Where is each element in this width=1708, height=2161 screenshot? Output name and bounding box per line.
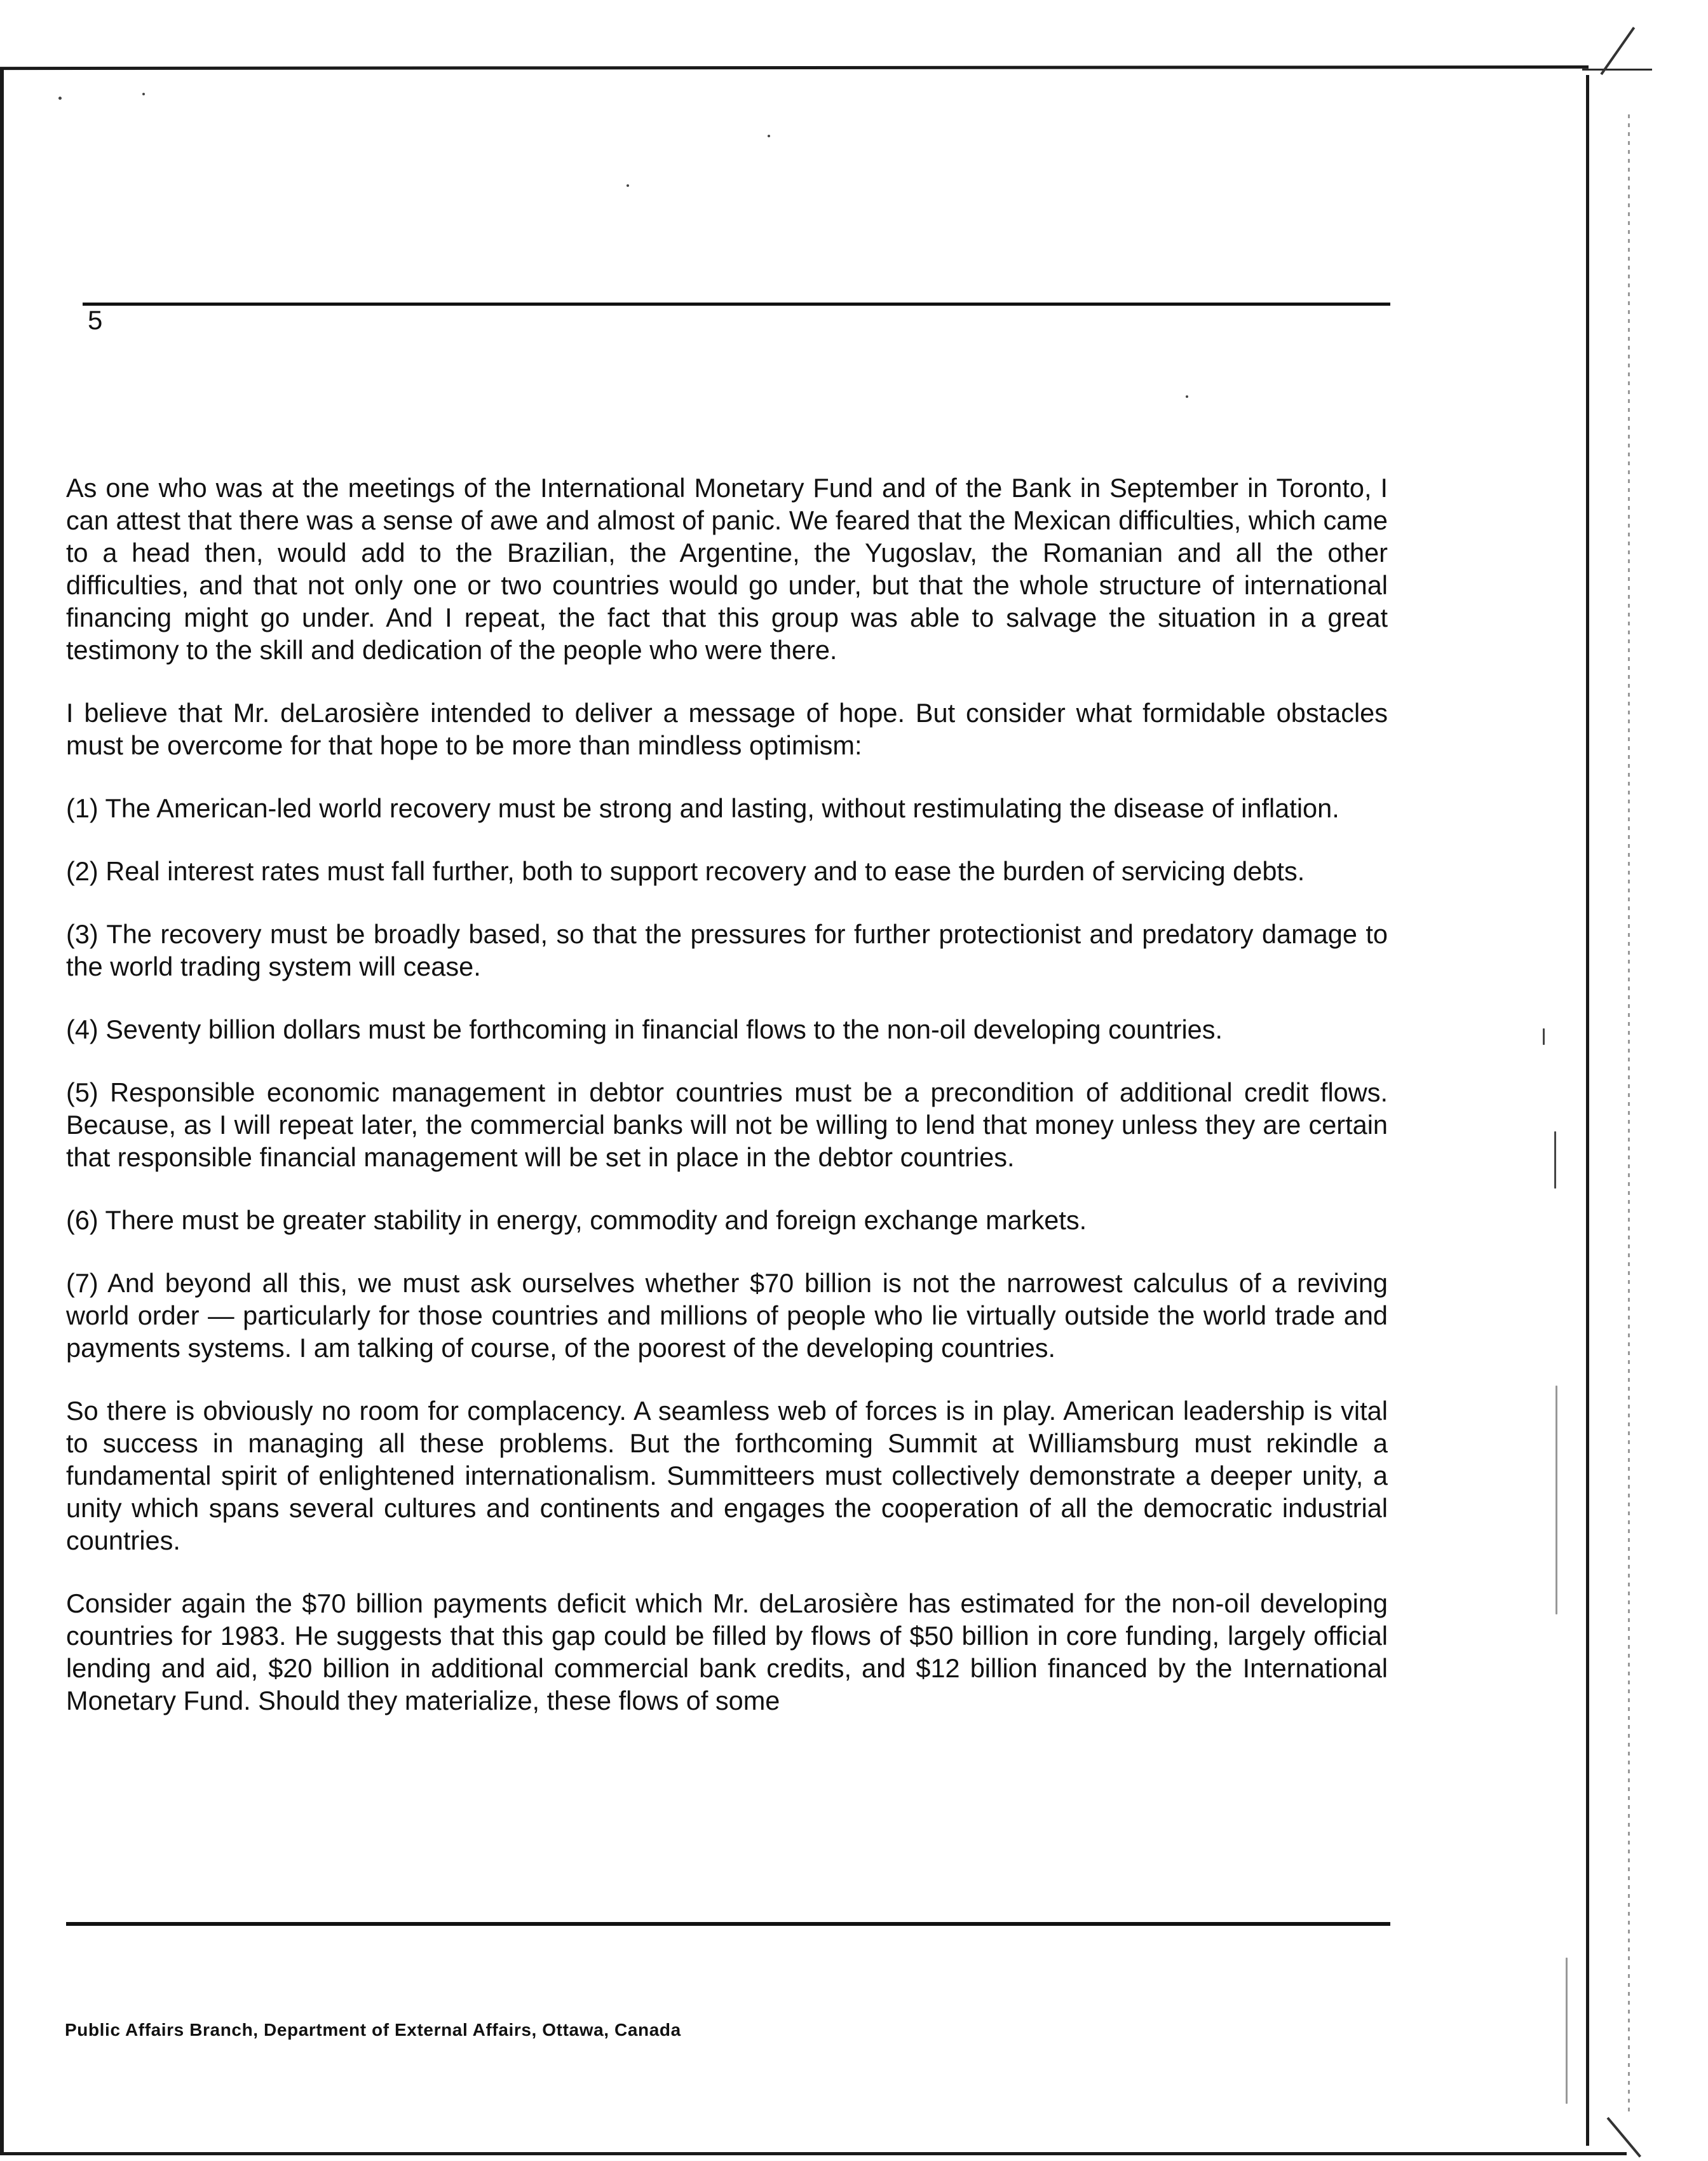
list-item-3: (3) The recovery must be broadly based, so that the pressures for further protectionist and predatory damage to the world trading system will cease. [66,919,1388,981]
list-item-2: (2) Real interest rates must fall further, both to support recovery and to ease the burden of servicing debts. [66,856,1305,886]
scan-corner-mark-bottom [1606,2117,1641,2158]
scan-speck [627,184,629,187]
scan-frame-left-edge [0,69,4,2153]
scan-speck [768,135,770,137]
scan-frame-top-edge [0,65,1589,70]
header-rule [83,303,1390,306]
footer-rule [66,1922,1390,1926]
page-number: 5 [88,305,103,335]
scan-frame-outer-binding-edge [1628,114,1630,2117]
body-text [66,472,1388,1747]
paragraph-message-of-hope: I believe that Mr. deLarosière intended to deliver a message of hope. But consider what formidable obstacles must be overcome for that hope to be more than mindless optimism: [66,698,1388,760]
paragraph-meetings-toronto: As one who was at the meetings of the International Monetary Fund and of the Bank in September in Toronto, I can attest that there was a sense of awe and almost of panic. We feared that the Mexican difficulties, which came to a head then, would add to the Brazilian, the Argentine, the Yugoslav, the Romanian and all the other difficulties, and that not only one or two countries would go under, but that the whole structure of international financing might go under. And I repeat, the fact that this group was able to salvage the situation in a great testimony to the skill and dedication of the people who were there. [66,473,1388,665]
scan-speck [58,97,62,100]
scan-frame-right-edge [1586,75,1589,2146]
scan-speck [1186,395,1188,398]
scan-corner-mark-top [1600,27,1635,75]
list-item-1: (1) The American-led world recovery must be strong and lasting, without restimulating the disease of inflation. [66,793,1339,823]
scan-speck [1566,1958,1568,2104]
footer-credit: Public Affairs Branch, Department of External Affairs, Ottawa, Canada [65,2020,681,2040]
scan-frame-bottom-edge [0,2152,1627,2155]
scan-frame-top-right-edge [1582,69,1652,71]
list-item-6: (6) There must be greater stability in energy, commodity and foreign exchange markets. [66,1205,1087,1235]
paragraph-complacency: So there is obviously no room for complacency. A seamless web of forces is in play. American leadership is vital to success in managing all these problems. But the forthcoming Summit at Williamsburg must rekindle a fundamental spirit of enlightened internationalism. Summitteers must collectively demonstrate a deeper unity, a unity which spans several cultures and continents and engages the cooperation of all the democratic industrial countries. [66,1396,1388,1555]
scan-speck [1543,1028,1545,1045]
list-item-5: (5) Responsible economic management in debtor countries must be a precondition of additional credit flows. Because, as I will repeat later, the commercial banks will not be willing to lend that money unless they are certain that responsible financial management will be set in place in the debtor countries. [66,1077,1388,1172]
paragraph-payments-deficit: Consider again the $70 billion payments deficit which Mr. deLarosière has estimated for the non-oil developing countries for 1983. He suggests that this gap could be filled by flows of $50 billion in core funding, largely official lending and aid, $20 billion in additional commercial bank credits, and $12 billion financed by the International Monetary Fund. Should they materialize, these flows of some [66,1588,1388,1715]
list-item-4: (4) Seventy billion dollars must be forthcoming in financial flows to the non-oil developing countries. [66,1014,1223,1044]
scan-speck [1554,1131,1556,1189]
list-item-7: (7) And beyond all this, we must ask ourselves whether $70 billion is not the narrowest calculus of a reviving world order — particularly for those countries and millions of people who lie virtually outside the world trade and payments systems. I am talking of course, of the poorest of the developing countries. [66,1268,1388,1363]
scan-speck [142,93,145,95]
scan-speck [1556,1386,1557,1614]
